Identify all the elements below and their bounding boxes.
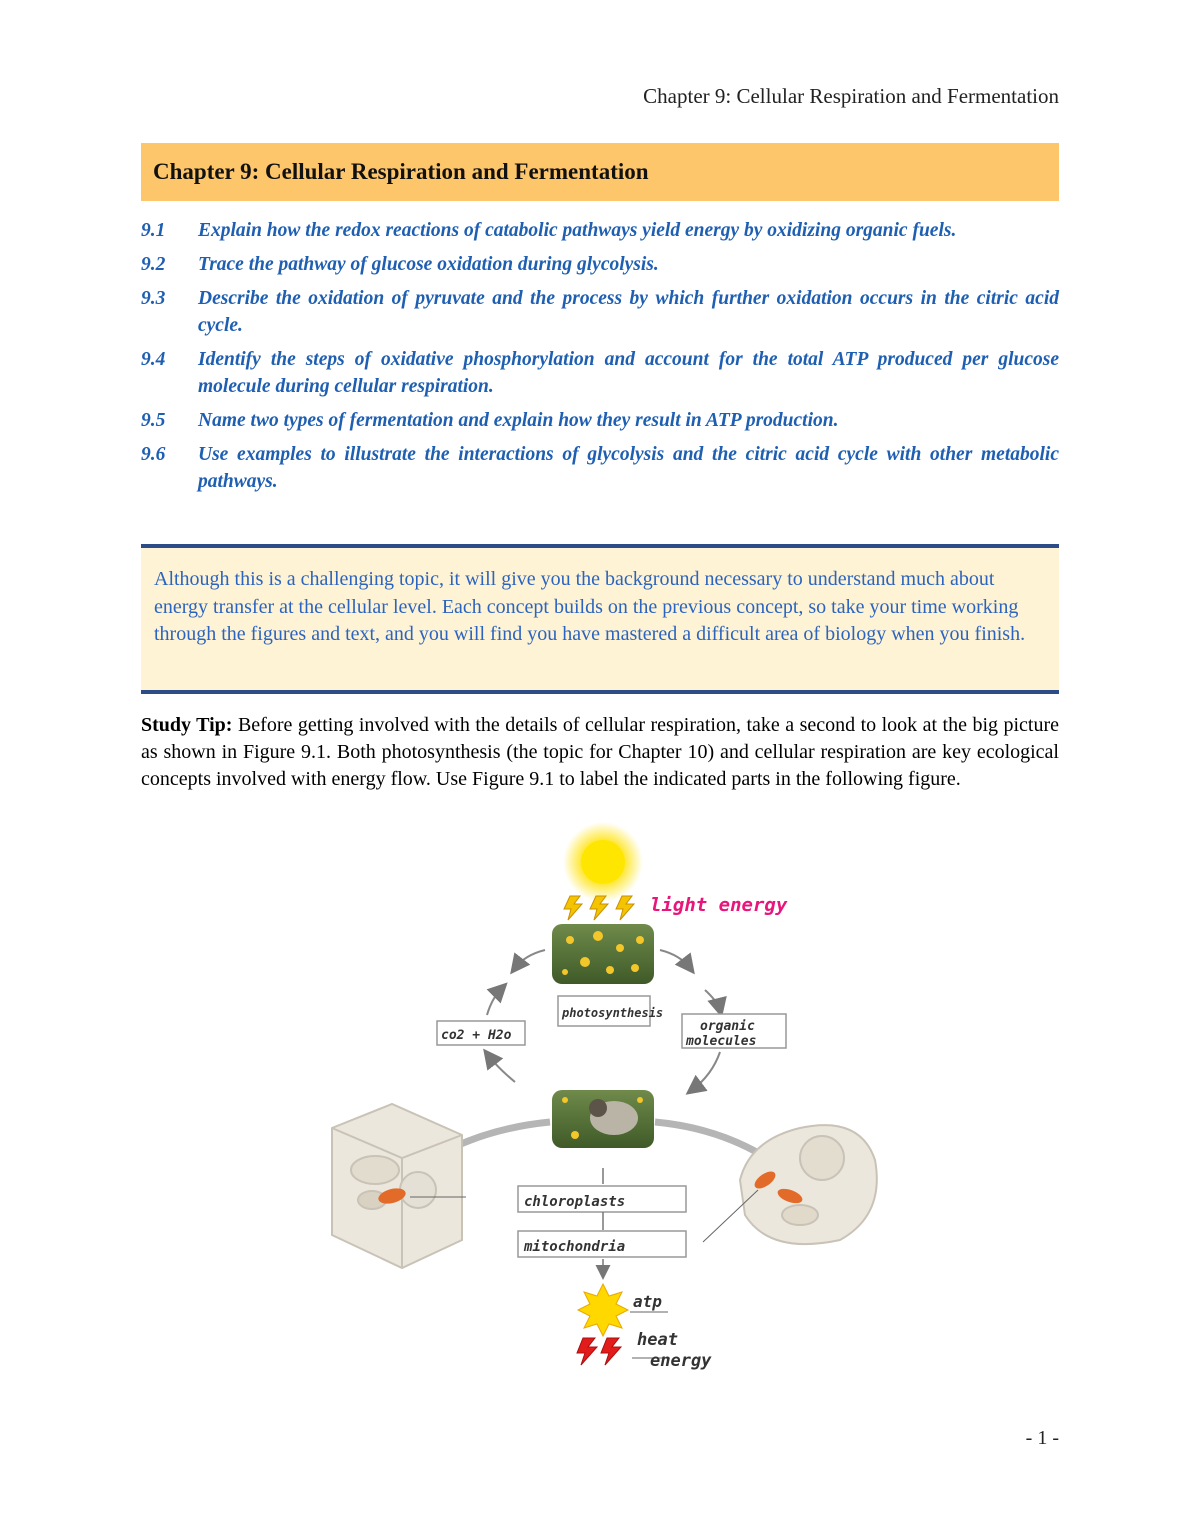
organic-molecules-label-2: molecules — [686, 1034, 757, 1049]
atp-label: atp — [633, 1292, 662, 1311]
objective-number: 9.6 — [141, 444, 166, 465]
objective-item — [141, 407, 1059, 434]
co2-h2o-label: co2 + H2o — [441, 1028, 512, 1043]
objective-item — [141, 251, 1059, 278]
objective-number: 9.3 — [141, 288, 166, 309]
plant-cell-icon — [332, 1104, 462, 1268]
light-energy-label: light energy — [650, 894, 788, 916]
sun-core — [581, 840, 625, 884]
marmot-head — [589, 1099, 607, 1117]
page-number: - 1 - — [1025, 1427, 1059, 1449]
heat-label: heat — [637, 1330, 678, 1350]
objective-number: 9.4 — [141, 349, 166, 370]
chapter-title-bar — [141, 143, 1059, 201]
learning-objectives — [141, 217, 1059, 502]
callout-box — [141, 544, 1059, 694]
objective-number: 9.2 — [141, 254, 166, 275]
energy-label: energy — [650, 1351, 712, 1371]
objective-number: 9.1 — [141, 220, 166, 241]
objective-text: Explain how the redox reactions of catabolic pathways yield energy by oxidizing organic fuels. — [198, 220, 957, 241]
objective-item — [141, 441, 1059, 495]
plants-photo — [552, 924, 654, 984]
chapter-title: Chapter 9: Cellular Respiration and Fermentation — [153, 159, 649, 184]
objective-text: Describe the oxidation of pyruvate and the process by which further oxidation occurs in the citric acid cycle. — [198, 288, 1059, 336]
study-tip-label: Study Tip: — [141, 714, 233, 736]
callout-text: Although this is a challenging topic, it will give you the background necessary to understand much about energy transfer at the cellular level. Each concept builds on the previous concept, so take your time working through the figures and text, and you will find you have mastered a difficult area of biology when you finish. — [154, 568, 1026, 645]
study-tip — [141, 712, 1059, 793]
running-header: Chapter 9: Cellular Respiration and Fermentation — [643, 84, 1059, 108]
objective-text: Name two types of fermentation and explain how they result in ATP production. — [198, 410, 839, 431]
light-arrows-icon — [564, 896, 634, 920]
objective-item — [141, 217, 1059, 244]
objective-item — [141, 285, 1059, 339]
heat-arrows-icon — [577, 1338, 621, 1365]
organic-molecules-label-1: organic — [700, 1019, 755, 1034]
photosynthesis-label: photosynthesis — [562, 1006, 664, 1020]
mitochondria-label: mitochondria — [524, 1239, 626, 1255]
objective-text: Identify the steps of oxidative phosphorylation and account for the total ATP produced per glucose molecule during cellular respiration. — [198, 349, 1059, 397]
objective-text: Use examples to illustrate the interactions of glycolysis and the citric acid cycle with other metabolic pathways. — [198, 444, 1059, 492]
chloroplasts-label: chloroplasts — [524, 1194, 626, 1210]
objective-number: 9.5 — [141, 410, 166, 431]
atp-burst-icon — [578, 1284, 628, 1336]
objective-text: Trace the pathway of glucose oxidation during glycolysis. — [198, 254, 659, 275]
objective-item — [141, 346, 1059, 400]
study-tip-text: Before getting involved with the details of cellular respiration, take a second to look at the big picture as shown in Figure 9.1. Both photosynthesis (the topic for Chapter 10) and cellular respiration are key ecological concepts involved with energy flow. Use Figure 9.1 to label the indicated parts in the following figure. — [141, 714, 1059, 790]
